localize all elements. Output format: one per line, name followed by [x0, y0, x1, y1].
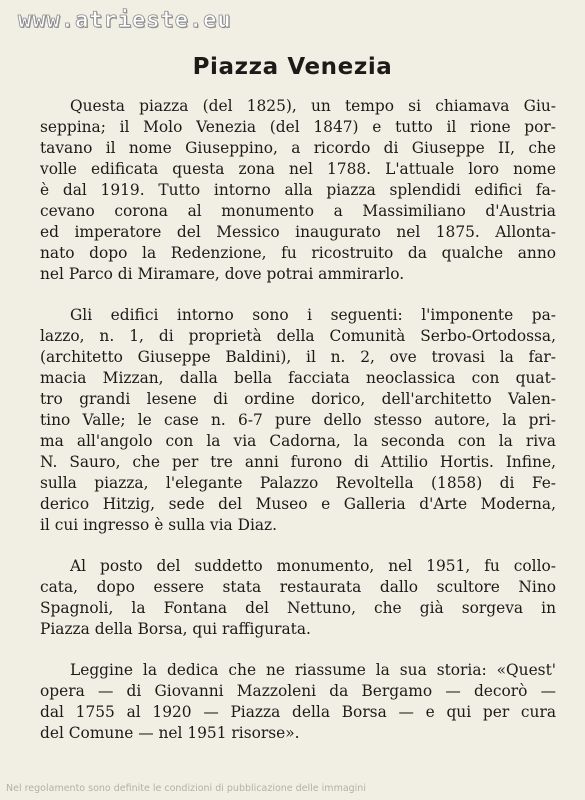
text-line: sulla piazza, l'elegante Palazzo Revoltella (1858) di Fe-: [40, 474, 556, 492]
text-line: tino Valle; le case n. 6-7 pure dello stesso autore, la pri-: [40, 411, 556, 429]
text-line: lazzo, n. 1, di proprietà della Comunità Serbo-Ortodossa,: [40, 327, 556, 345]
text-line: N. Sauro, che per tre anni furono di Attilio Hortis. Infine,: [40, 453, 556, 471]
text-line: opera — di Giovanni Mazzoleni da Bergamo — decorò —: [40, 682, 556, 700]
text-line: cata, dopo essere stata restaurata dallo scultore Nino: [40, 578, 556, 596]
text-line: ed imperatore del Messico inaugurato nel 1875. Allonta-: [40, 223, 556, 241]
text-line: (architetto Giuseppe Baldini), il n. 2, ove trovasi la far-: [40, 348, 556, 366]
text-line: derico Hitzig, sede del Museo e Galleria d'Arte Moderna,: [40, 495, 556, 513]
text-line: Piazza della Borsa, qui raffigurata.: [40, 620, 311, 638]
text-line: del Comune — nel 1951 risorse».: [40, 724, 300, 742]
text-line: volle edificata questa zona nel 1788. L'attuale loro nome: [40, 160, 556, 178]
paragraph: [40, 660, 556, 744]
paragraph: [40, 305, 556, 536]
text-line: tro grandi lesene di ordine dorico, dell'architetto Valen-: [40, 390, 556, 408]
text-line: seppina; il Molo Venezia (del 1847) e tutto il rione por-: [40, 118, 556, 136]
text-line: macia Mizzan, dalla bella facciata neoclassica con quat-: [40, 369, 556, 387]
page-title: Piazza Venezia: [192, 54, 393, 80]
text-line: nato dopo la Redenzione, fu ricostruito da qualche anno: [40, 244, 556, 262]
text-line: ma all'angolo con la via Cadorna, la seconda con la riva: [40, 432, 556, 450]
text-line: il cui ingresso è sulla via Diaz.: [40, 516, 278, 534]
text-line: Al posto del suddetto monumento, nel 1951, fu collo-: [70, 557, 556, 575]
site-watermark: www.atrieste.eu: [18, 8, 232, 33]
text-line: nel Parco di Miramare, dove potrai ammirarlo.: [40, 265, 405, 283]
text-line: cevano corona al monumento a Massimiliano d'Austria: [40, 202, 556, 220]
footer-notice: Nel regolamento sono definite le condizioni di pubblicazione delle immagini: [6, 783, 366, 794]
paragraph: [40, 556, 556, 640]
text-line: Leggine la dedica che ne riassume la sua storia: «Quest': [70, 661, 556, 679]
text-line: dal 1755 al 1920 — Piazza della Borsa — e qui per cura: [40, 703, 556, 721]
text-line: tavano il nome Giuseppino, a ricordo di Giuseppe II, che: [40, 139, 556, 157]
text-line: Gli edifici intorno sono i seguenti: l'imponente pa-: [70, 306, 556, 324]
text-line: è dal 1919. Tutto intorno alla piazza splendidi edifici fa-: [40, 181, 556, 199]
article-body: [40, 96, 556, 764]
paragraph: [40, 96, 556, 285]
text-line: Spagnoli, la Fontana del Nettuno, che già sorgeva in: [40, 599, 556, 617]
text-line: Questa piazza (del 1825), un tempo si chiamava Giu-: [70, 97, 556, 115]
